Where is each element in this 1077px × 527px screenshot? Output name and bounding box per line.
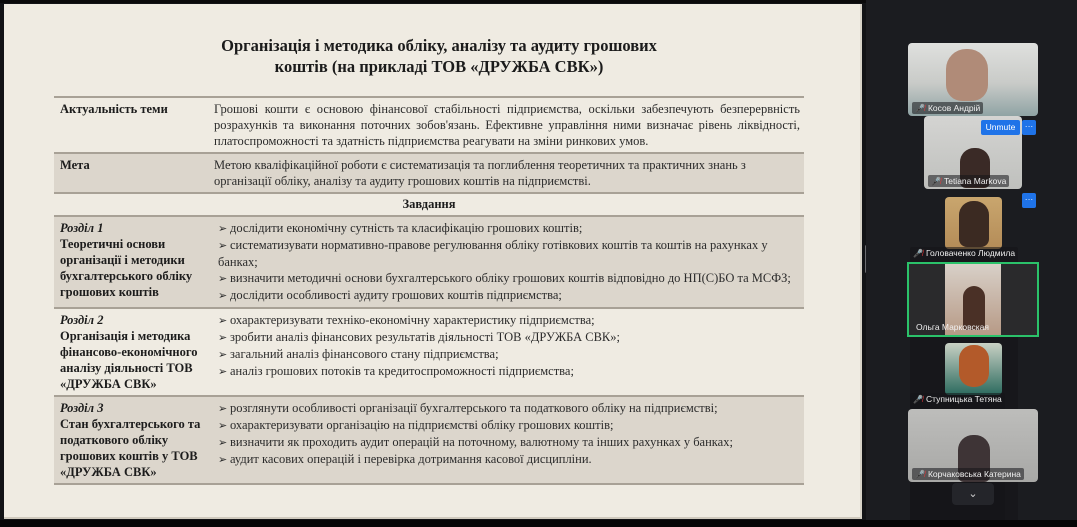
section-1-tasks <box>214 217 804 307</box>
participant-face <box>959 345 989 387</box>
slide-title <box>4 35 874 77</box>
participant-name: Косов Андрій <box>927 103 981 113</box>
slide-title-line-2: коштів (на прикладі ТОВ «ДРУЖБА СВК») <box>274 57 604 76</box>
participant-name-tag <box>913 321 992 333</box>
thesis-table <box>54 96 804 485</box>
relevance-text: Грошові кошти є основою фінансової стабільності підприємства, оскільки забезпечують безперервність розрахунків та виконання поточних зобов'язань. Ефективне управління ними визначає рівень ліквідності, платоспроможності та здатність підприємства реагувати на зміни ринкових умов. <box>214 102 800 148</box>
mic-off-icon: 🎤̸ <box>915 104 925 113</box>
tasks-header: Завдання <box>402 197 456 211</box>
participant-tile[interactable] <box>908 43 1038 116</box>
mic-off-icon: 🎤̸ <box>931 177 941 186</box>
table-row-relevance <box>54 98 804 154</box>
task-item: ➢ визначити як проходить аудит операцій на поточному, валютному та інших рахунках у банках; <box>218 434 800 451</box>
goal-label: Мета <box>60 158 90 172</box>
task-item: ➢ охарактеризувати техніко-економічну характеристику підприємства; <box>218 312 800 329</box>
goal-text: Метою кваліфікаційної роботи є систематизація та поглиблення теоретичних та практичних знань з організації обліку, аналізу та аудиту грошових коштів на підприємстві. <box>214 158 746 188</box>
participant-tile-active-speaker[interactable] <box>909 264 1037 335</box>
participant-name: Ступницька Тетяна <box>925 394 1002 404</box>
task-item: ➢ систематизувати нормативно-правове регулювання обліку готівкових коштів та коштів на рахунках у банках; <box>218 237 800 270</box>
task-item: ➢ визначити методичні основи бухгалтерського обліку грошових коштів відповідно до НП(С)БО та МСФЗ; <box>218 270 800 287</box>
task-item: ➢ дослідити економічну сутність та класифікацію грошових коштів; <box>218 220 800 237</box>
mic-off-icon: 🎤̸ <box>913 249 923 258</box>
participant-name-tag <box>912 102 983 114</box>
slide-title-line-1: Організація і методика обліку, аналізу та аудиту грошових <box>221 36 657 55</box>
shared-screen-slide <box>4 4 862 519</box>
table-row-tasks-header <box>54 194 804 217</box>
participant-name: Корчаковська Катерина <box>927 469 1021 479</box>
mic-off-icon: 🎤̸ <box>913 395 923 404</box>
table-row-section-3 <box>54 397 804 485</box>
table-row-section-1 <box>54 217 804 309</box>
section-1-title: Теоретичні основи організації і методики бухгалтерського обліку грошових коштів <box>60 237 193 299</box>
section-3-tasks <box>214 397 804 483</box>
participant-face <box>959 201 989 247</box>
section-1-name: Розділ 1 <box>60 221 104 235</box>
task-item: ➢ загальний аналіз фінансового стану підприємства; <box>218 346 800 363</box>
section-2-label <box>54 309 214 395</box>
section-3-title: Стан бухгалтерського та податкового обліку грошових коштів у ТОВ «ДРУЖБА СВК» <box>60 417 201 479</box>
task-item: ➢ дослідити особливості аудиту грошових коштів підприємства; <box>218 287 800 304</box>
task-item: ➢ охарактеризувати організацію на підприємстві обліку грошових коштів; <box>218 417 800 434</box>
section-3-label <box>54 397 214 483</box>
participant-name: Tetiana Markova <box>943 176 1007 186</box>
bottom-bar <box>0 520 1077 527</box>
chevron-down-icon: ⌄ <box>968 487 978 500</box>
table-row-goal <box>54 154 804 194</box>
participant-video <box>945 197 1002 249</box>
section-2-title: Організація і методика фінансово-економічного аналізу діяльності ТОВ «ДРУЖБА СВК» <box>60 329 198 391</box>
task-item: ➢ розглянути особливості організації бухгалтерського та податкового обліку на підприємстві; <box>218 400 800 417</box>
relevance-label: Актуальність теми <box>60 102 168 116</box>
more-options-button[interactable]: ··· <box>1022 193 1036 208</box>
task-item: ➢ аналіз грошових потоків та кредитоспроможності підприємства; <box>218 363 800 380</box>
participant-tile[interactable] <box>908 409 1038 482</box>
mic-off-icon: 🎤̸ <box>915 470 925 479</box>
participant-name-tag <box>928 175 1009 187</box>
participant-tile[interactable] <box>945 343 1002 395</box>
task-item: ➢ аудит касових операцій і перевірка дотримання касової дисципліни. <box>218 451 800 468</box>
scroll-down-button[interactable] <box>952 483 994 505</box>
more-options-button[interactable]: ··· <box>1022 120 1036 135</box>
participant-video <box>945 343 1002 395</box>
section-1-label <box>54 217 214 307</box>
participant-name-tag <box>912 468 1024 480</box>
participant-tile[interactable] <box>945 197 1002 249</box>
participant-name: Ольга Марковская <box>916 322 989 332</box>
section-2-tasks <box>214 309 804 395</box>
task-item: ➢ зробити аналіз фінансових результатів діяльності ТОВ «ДРУЖБА СВК»; <box>218 329 800 346</box>
table-row-section-2 <box>54 309 804 397</box>
participant-face <box>946 49 988 101</box>
section-2-name: Розділ 2 <box>60 313 104 327</box>
unmute-button[interactable]: Unmute <box>981 120 1020 135</box>
participant-name: Головаченко Людмила <box>925 248 1016 258</box>
section-3-name: Розділ 3 <box>60 401 104 415</box>
